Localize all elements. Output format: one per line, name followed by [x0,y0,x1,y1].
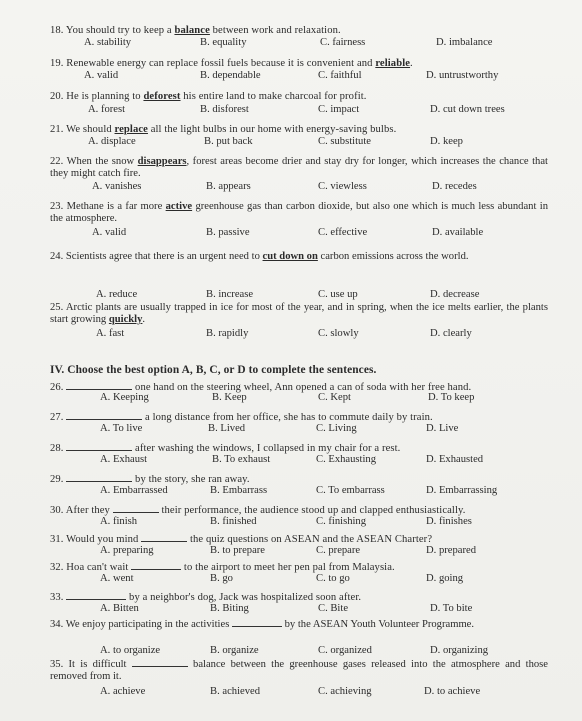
option-a: A. finish [100,516,138,527]
option-a: A. forest [88,104,126,115]
option-c: C. Exhausting [316,454,377,465]
option-a: A. achieve [100,686,146,697]
question-27: 27. a long distance from her office, she has to commute daily by train. [50,412,433,423]
answer-blank[interactable] [66,472,132,482]
option-a: A. Bitten [100,603,139,614]
option-b: B. Lived [208,423,246,434]
option-c: C. impact [318,104,360,115]
option-b: B. appears [206,181,251,192]
option-d: D. to achieve [424,686,481,697]
option-c: C. use up [318,289,358,300]
option-d: D. going [426,573,464,584]
question-35: 35. It is difficult balance between the greenhouse gases released into the atmosphere and those removed from it. [50,659,548,682]
option-b: B. Embarrass [210,485,268,496]
question-22: 22. When the snow disappears, forest areas become drier and stay dry for longer, which increases the chance that they might catch fire. [50,156,548,179]
option-c: C. viewless [318,181,367,192]
option-a: A. stability [84,37,132,48]
option-a: A. Exhaust [100,454,148,465]
answer-blank[interactable] [113,503,159,513]
answer-blank[interactable] [131,560,181,570]
option-d: D. organizing [430,645,489,656]
option-a: A. went [100,573,134,584]
answer-blank[interactable] [232,617,282,627]
option-a: A. Keeping [100,392,149,403]
option-a: A. to organize [100,645,161,656]
option-d: D. recedes [432,181,477,192]
option-b: B. equality [200,37,247,48]
option-a: A. reduce [96,289,138,300]
option-c: C. Bite [318,603,349,614]
option-c: C. Kept [318,392,351,403]
option-d: D. imbalance [436,37,493,48]
option-d: D. prepared [426,545,476,556]
option-b: B. rapidly [206,328,249,339]
option-d: D. To keep [428,392,475,403]
option-b: B. Biting [210,603,249,614]
answer-blank[interactable] [66,410,142,420]
option-c: C. effective [318,227,368,238]
option-a: A. To live [100,423,143,434]
option-c: C. organized [318,645,372,656]
question-19: 19. Renewable energy can replace fossil fuels because it is convenient and reliable. [50,58,413,69]
answer-blank[interactable] [66,441,132,451]
question-31: 31. Would you mind the quiz questions on ASEAN and the ASEAN Charter? [50,534,433,545]
option-b: B. to prepare [210,545,266,556]
option-c: C. slowly [318,328,359,339]
option-b: B. go [210,573,233,584]
option-b: B. To exhaust [212,454,271,465]
question-29: 29. by the story, she ran away. [50,474,250,485]
option-d: D. available [432,227,484,238]
option-d: D. untrustworthy [426,70,499,81]
option-d: D. clearly [430,328,472,339]
option-b: B. achieved [210,686,261,697]
option-b: B. dependable [200,70,261,81]
option-a: A. Embarrassed [100,485,168,496]
question-34: 34. We enjoy participating in the activities by the ASEAN Youth Volunteer Programme. [50,619,475,630]
question-28: 28. after washing the windows, I collapsed in my chair for a rest. [50,443,401,454]
option-b: B. Keep [212,392,247,403]
option-c: C. prepare [316,545,361,556]
question-33: 33. by a neighbor's dog, Jack was hospitalized soon after. [50,592,362,603]
option-a: A. fast [96,328,125,339]
option-d: D. keep [430,136,463,147]
question-24: 24. Scientists agree that there is an urgent need to cut down on carbon emissions across the world. [50,251,469,262]
option-b: B. increase [206,289,254,300]
question-25: 25. Arctic plants are usually trapped in ice for most of the year, and in spring, when the ice melts earlier, the plants start growing quickly. [50,302,548,325]
answer-blank[interactable] [132,657,188,667]
option-c: C. faithful [318,70,362,81]
option-c: C. to go [316,573,350,584]
option-d: D. decrease [430,289,480,300]
question-32: 32. Hoa can't wait to the airport to meet her pen pal from Malaysia. [50,562,395,573]
option-b: B. disforest [200,104,249,115]
option-b: B. finished [210,516,257,527]
option-d: D. To bite [430,603,473,614]
question-30: 30. After they their performance, the audience stood up and clapped enthusiastically. [50,505,466,516]
option-b: B. passive [206,227,250,238]
question-20: 20. He is planning to deforest his entire land to make charcoal for profit. [50,91,367,102]
option-c: C. fairness [320,37,366,48]
option-c: C. Living [316,423,357,434]
section-iv-heading: IV. Choose the best option A, B, C, or D to complete the sentences. [50,364,377,376]
option-b: B. organize [210,645,259,656]
option-c: C. substitute [318,136,371,147]
answer-blank[interactable] [66,380,132,390]
question-23: 23. Methane is a far more active greenhouse gas than carbon dioxide, but also one which is much less abundant in the atmosphere. [50,201,548,224]
option-a: A. valid [84,70,119,81]
option-a: A. vanishes [92,181,142,192]
option-c: C. To embarrass [316,485,385,496]
option-a: A. preparing [100,545,154,556]
option-d: D. cut down trees [430,104,505,115]
answer-blank[interactable] [66,590,126,600]
option-d: D. finishes [426,516,472,527]
option-b: B. put back [204,136,253,147]
option-d: D. Exhausted [426,454,484,465]
option-c: C. achieving [318,686,372,697]
option-d: D. Embarrassing [426,485,498,496]
question-18: 18. You should try to keep a balance between work and relaxation. [50,25,341,36]
option-a: A. valid [92,227,127,238]
option-a: A. displace [88,136,136,147]
question-26: 26. one hand on the steering wheel, Ann opened a can of soda with her free hand. [50,382,472,393]
option-c: C. finishing [316,516,367,527]
option-d: D. Live [426,423,459,434]
question-21: 21. We should replace all the light bulbs in our home with energy-saving bulbs. [50,124,397,135]
answer-blank[interactable] [141,532,187,542]
